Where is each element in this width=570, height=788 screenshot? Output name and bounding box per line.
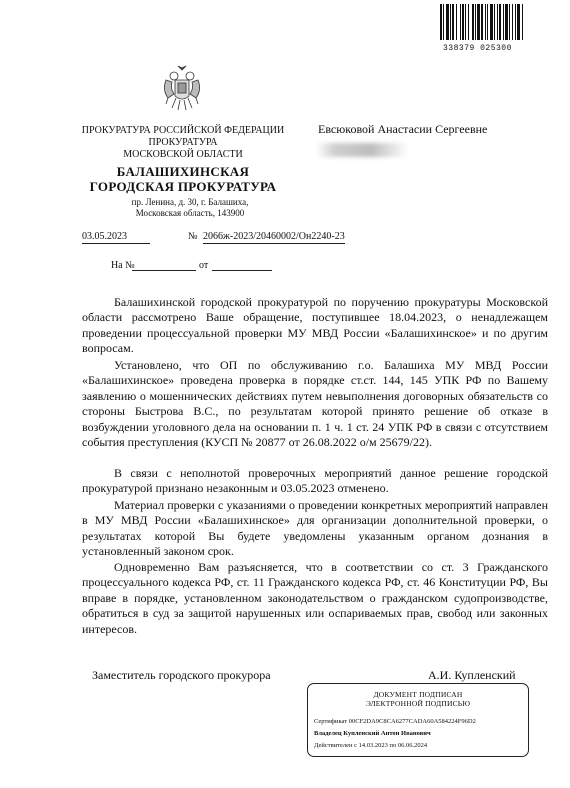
stamp-owner: Владелец Купленский Антон Иванович [314,730,431,737]
reference-date-label: от [199,260,209,271]
org-line-1: ПРОКУРАТУРА РОССИЙСКОЙ ФЕДЕРАЦИИ [81,125,285,136]
org-line-2: ПРОКУРАТУРА [148,137,218,148]
reference-date-blank [212,270,272,271]
number-sign: № [188,231,198,242]
signer-title: Заместитель городского прокурора [92,668,271,682]
stamp-validity: Действителен с 14.03.2023 по 06.06.2024 [314,742,428,749]
electronic-signature-stamp [307,683,529,757]
stamp-heading-1: ДОКУМЕНТ ПОДПИСАН [373,690,463,699]
address-line-2: Московская область, 143900 [135,208,245,218]
office-name-line-2: ГОРОДСКАЯ ПРОКУРАТУРА [89,179,277,194]
barcode-number: 338379 025300 [443,44,512,53]
document-number: 2066ж-2023/20460002/Он2240-23 [203,231,345,242]
reference-number-label: На № [111,260,135,271]
redacted-address [316,143,408,157]
stamp-heading-2: ЭЛЕКТРОННОЙ ПОДПИСЬЮ [365,699,471,708]
body-paragraph-2: Установлено, что ОП по обслуживанию г.о. Балашиха МУ МВД России «Балашихинское» проведена проверка в порядке ст.ст. 144, 145 УПК РФ по Вашему заявлению о мошеннических действиях путем невыполнения договорных обязательств со стороны Быстрова В.С., по результатам которой принято решение об отказе в возбуждении уголовного дела на основании п. 1 ч. 1 ст. 24 УПК РФ в связи с отсутствием события преступления (КУСП № 20877 от 26.08.2022 о/м 25679/22). [82,358,548,450]
signer-name: А.И. Купленский [428,668,516,682]
body-paragraph-5: Одновременно Вам разъясняется, что в соответствии со ст. 3 Гражданского процессуального кодекса РФ, ст. 11 Гражданского кодекса РФ, ст. 46 Конституции РФ, Вы вправе в порядке, установленном законодательством о гражданском судопроизводстве, обратиться в суд за защитой нарушенных или оспариваемых прав, свобод или законных интересов. [82,560,548,636]
reference-number-blank [132,270,196,271]
body-paragraph-3: В связи с неполнотой проверочных мероприятий данное решение городской прокуратурой признано незаконным и 03.05.2023 отменено. [82,466,548,496]
body-paragraph-4: Материал проверки с указаниями о проведении конкретных мероприятий направлен в МУ МВД России «Балашихинское» для организации дополнительной проверки, о результатах которой Вы будете уведомлены указанным органом дознания в установленный законом срок. [82,498,548,559]
document-date: 03.05.2023 [82,231,150,244]
stamp-certificate: Сертификат 00CF2DA9C8CA6277CADA60A584224F96D2 [314,718,476,725]
body-paragraph-1: Балашихинской городской прокуратурой по поручению прокуратуры Московской области рассмотрено Ваше обращение, поступившее 18.04.2023, о ненадлежащем проведении процессуальной проверки МУ МВД России «Балашихинское» и по другим вопросам. [82,295,548,356]
address-line-1: пр. Ленина, д. 30, г. Балашиха, [131,197,249,207]
coat-of-arms-emblem-icon [160,64,204,114]
org-line-3: МОСКОВСКОЙ ОБЛАСТИ [123,149,243,160]
barcode [440,4,552,40]
office-name-line-1: БАЛАШИХИНСКАЯ [116,164,250,179]
recipient-name: Евсюковой Анастасии Сергеевне [318,122,488,136]
